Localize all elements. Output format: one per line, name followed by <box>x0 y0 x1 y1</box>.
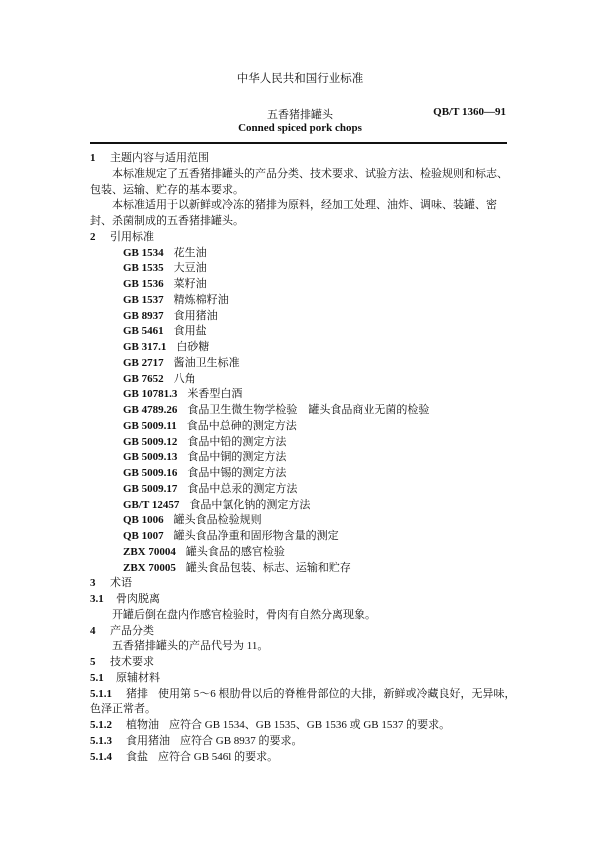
section-title: 产品分类 <box>110 624 154 637</box>
section-number: 5.1.2 <box>90 719 112 731</box>
reference-name: 罐头食品检验规则 <box>173 514 262 527</box>
section-1-heading <box>90 151 510 167</box>
reference-item <box>90 261 510 277</box>
standard-title-en: Conned spiced pork chops <box>238 122 362 134</box>
section-number: 4 <box>90 624 96 637</box>
reference-item <box>90 435 510 451</box>
reference-item <box>90 387 510 403</box>
reference-name: 米香型白酒 <box>187 388 243 401</box>
standard-code: QB/T 1360—91 <box>433 106 506 118</box>
reference-item <box>90 324 510 340</box>
reference-code: ZBX 70004 <box>123 545 176 558</box>
reference-item <box>90 309 510 325</box>
reference-code: GB 1536 <box>123 278 164 290</box>
section-5-1-heading <box>90 671 510 687</box>
section-3-heading <box>90 576 510 592</box>
reference-list <box>90 246 510 577</box>
reference-code: GB 5461 <box>123 325 164 338</box>
reference-item <box>90 246 510 262</box>
section-number: 2 <box>90 230 96 243</box>
section-number: 5.1 <box>90 671 104 684</box>
reference-code: GB 5009.12 <box>123 435 178 448</box>
reference-code: GB 5009.13 <box>123 451 178 464</box>
requirement-item <box>90 734 510 750</box>
reference-code: GB 4789.26 <box>123 404 178 416</box>
section-1-para-2: 本标准适用于以新鲜或冷冻的猪排为原料，经加工处理、油炸、调味、装罐、密封、杀菌制成的五香猪排罐头。 <box>90 199 497 227</box>
requirement-item-continuation: 色泽正常者。 <box>90 703 156 716</box>
header-rule <box>90 142 507 144</box>
reference-code: GB/T 12457 <box>123 498 180 511</box>
reference-name: 食品中总砷的测定方法 <box>186 419 297 432</box>
reference-code: GB 5009.11 <box>123 419 177 432</box>
section-number: 3 <box>90 577 96 590</box>
reference-name: 花生油 <box>173 246 207 259</box>
reference-item <box>90 513 510 529</box>
reference-item <box>90 450 510 466</box>
reference-name: 罐头食品净重和固形物含量的测定 <box>173 530 339 542</box>
reference-item <box>90 545 510 561</box>
reference-name: 食品卫生微生物学检验 罐头食品商业无菌的检验 <box>187 404 430 416</box>
requirement-items <box>90 687 516 766</box>
reference-item <box>90 277 510 293</box>
reference-code: GB 8937 <box>123 309 164 322</box>
reference-code: QB 1006 <box>123 514 164 527</box>
reference-item <box>90 498 510 514</box>
section-5-heading <box>90 655 510 671</box>
reference-item <box>90 482 510 498</box>
requirement-item <box>90 687 516 703</box>
reference-code: GB 1537 <box>123 293 164 306</box>
reference-code: GB 1534 <box>123 246 164 259</box>
document-category-title: 中华人民共和国行业标准 <box>236 73 364 85</box>
reference-item <box>90 529 510 545</box>
reference-code: GB 2717 <box>123 356 164 369</box>
section-title: 术语 <box>110 577 132 590</box>
reference-code: GB 5009.17 <box>123 482 178 495</box>
reference-name: 食品中铅的测定方法 <box>187 435 287 448</box>
section-title: 骨肉脱离 <box>116 593 160 605</box>
reference-item <box>90 356 510 372</box>
reference-name: 罐头食品包装、标志、运输和贮存 <box>185 561 351 574</box>
reference-item <box>90 340 510 356</box>
section-4-text: 五香猪排罐头的产品代号为 11。 <box>112 640 269 653</box>
item-title: 食盐 <box>126 750 148 763</box>
item-text: 应符合 GB 546l 的要求。 <box>158 750 279 763</box>
reference-item <box>90 419 510 435</box>
reference-name: 食用盐 <box>173 325 207 338</box>
reference-name: 食品中铜的测定方法 <box>187 451 287 464</box>
item-text: 应符合 GB 1534、GB 1535、GB 1536 或 GB 1537 的要求。 <box>169 719 451 731</box>
reference-code: QB 1007 <box>123 530 164 542</box>
document-body <box>90 151 516 765</box>
reference-item <box>90 403 510 419</box>
standard-title-cn: 五香猪排罐头 <box>267 109 333 121</box>
item-text: 使用第 5～6 根肋骨以后的脊椎骨部位的大排，新鲜或冷藏良好，无异味， <box>158 687 516 700</box>
reference-item <box>90 561 510 577</box>
reference-item <box>90 372 510 388</box>
reference-name: 八角 <box>173 372 196 385</box>
reference-code: GB 5009.16 <box>123 467 178 479</box>
section-title: 技术要求 <box>110 656 154 668</box>
reference-name: 食品中总汞的测定方法 <box>187 482 298 495</box>
reference-item <box>90 466 510 482</box>
section-title: 引用标准 <box>110 230 154 243</box>
section-2-heading <box>90 230 510 246</box>
reference-code: GB 317.1 <box>123 341 167 353</box>
item-text: 应符合 GB 8937 的要求。 <box>180 734 303 747</box>
section-number: 5.1.1 <box>90 687 112 700</box>
item-title: 猪排 <box>126 687 148 700</box>
section-3-1-heading <box>90 592 510 608</box>
reference-code: GB 10781.3 <box>123 388 178 401</box>
section-3-1-text: 开罐后倒在盘内作感官检验时，骨肉有自然分离现象。 <box>112 608 376 621</box>
reference-name: 大豆油 <box>173 262 207 275</box>
item-title: 食用猪油 <box>126 734 170 747</box>
reference-name: 菜籽油 <box>173 278 207 290</box>
reference-code: GB 1535 <box>123 262 164 275</box>
section-number: 3.1 <box>90 593 104 605</box>
reference-name: 白砂糖 <box>176 341 210 353</box>
reference-item <box>90 293 510 309</box>
section-number: 5.1.3 <box>90 734 112 747</box>
section-title: 主题内容与适用范围 <box>110 152 209 164</box>
reference-name: 食品中锡的测定方法 <box>187 467 287 479</box>
reference-code: GB 7652 <box>123 372 164 385</box>
requirement-item <box>90 718 510 734</box>
item-title: 植物油 <box>126 719 159 731</box>
section-number: 5.1.4 <box>90 750 112 763</box>
section-4-heading <box>90 624 510 640</box>
section-number: 5 <box>90 656 96 668</box>
section-1-para-1: 本标准规定了五香猪排罐头的产品分类、技术要求、试验方法、检验规则和标志、包装、运输、贮存的基本要求。 <box>90 167 508 196</box>
reference-name: 酱油卫生标准 <box>173 356 240 369</box>
reference-name: 食品中氯化钠的测定方法 <box>189 498 311 511</box>
reference-code: ZBX 70005 <box>123 561 176 574</box>
reference-name: 食用猪油 <box>173 309 218 322</box>
section-number: 1 <box>90 152 96 164</box>
requirement-item <box>90 750 510 766</box>
section-title: 原辅材料 <box>116 671 160 684</box>
reference-name: 精炼棉籽油 <box>173 293 229 306</box>
reference-name: 罐头食品的感官检验 <box>185 545 285 558</box>
